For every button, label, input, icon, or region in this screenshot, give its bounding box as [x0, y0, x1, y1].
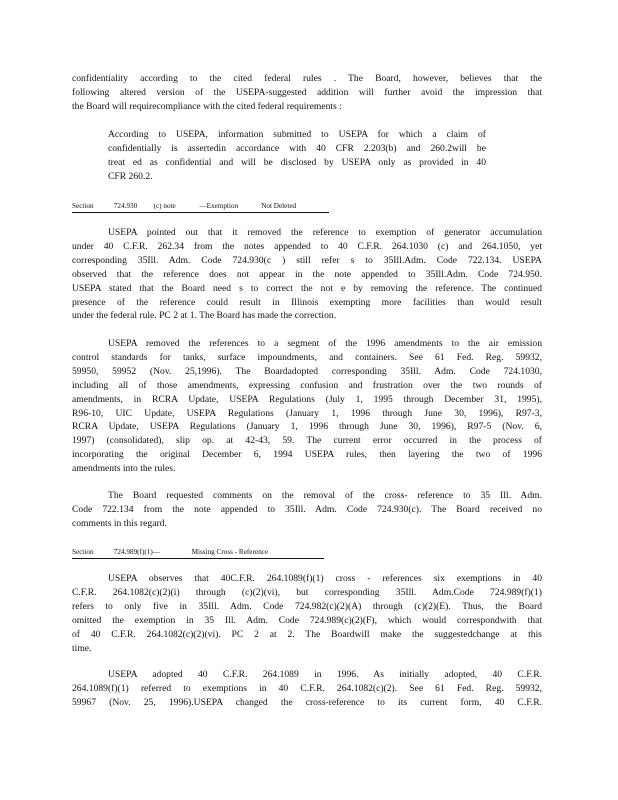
text-line: confidentiality according to the cited federal rules . The Board, however, believes that the	[72, 73, 542, 84]
text-line: Code 722.134 from the note appended to 35Ill. Adm. Code 724.930(c). The Board received no	[72, 503, 542, 515]
text-line: According to USEPA, information submitted to USEPA for which a claim of	[108, 129, 486, 140]
text-line: presence of the reference could result in Illinois exempting more facilities than would result	[72, 296, 542, 308]
section-heading	[72, 547, 324, 559]
text-line: including all of those amendments, expressing confusion and frustration over the two rounds of	[72, 379, 542, 391]
text-line: under the federal rule. PC 2 at 1. The Board has made the correction.	[72, 310, 337, 322]
section-heading	[72, 201, 329, 213]
text-line: observed that the reference does not appear in the note appended to 35Ill.Adm. Code 724.950.	[72, 268, 542, 280]
text-line: treat ed as confidential and will be disclosed by USEPA only as provided in 40	[108, 156, 486, 168]
text-line: comments in this regard.	[72, 517, 167, 529]
text-line: the Board will requirecompliance with the cited federal requirements :	[72, 100, 342, 112]
text-line: 1997) (consolidated), slip op. at 42-43, 59. The current error occurred in the process of	[72, 435, 542, 447]
text-line: under 40 C.F.R. 262.34 from the notes appended to 40 C.F.R. 264.1030 (c) and 264.1050, yet	[72, 240, 542, 252]
text-line: USEPA removed the references to a segment of the 1996 amendments to the air emission	[108, 338, 542, 349]
text-line: 264.1089(f)(1) referred to exemptions in 40 C.F.R. 264.1082(c)(2). See 61 Fed. Reg. 59932,	[72, 682, 542, 694]
intro-paragraph	[72, 72, 542, 114]
section-number: 724.989(f)(1)—	[113, 548, 160, 556]
section-sub: (c) note	[153, 202, 176, 210]
section-number: 724.930	[113, 202, 138, 210]
text-line: refers to only five in 35Ill. Adm. Code 724.982(c)(2)(A) through (c)(2)(E). Thus, the Board	[72, 600, 542, 612]
text-line: of 40 C.F.R. 264.1082(c)(2)(vi). PC 2 at 2. The Boardwill make the suggestedchange at this	[72, 628, 542, 640]
section-topic: —Exemption	[199, 202, 239, 210]
text-line: The Board requested comments on the removal of the cross- reference to 35 Ill. Adm.	[108, 490, 542, 501]
text-line: 59967 (Nov. 25, 1996).USEPA changed the cross-reference to its current form, 40 C.F.R.	[72, 696, 542, 708]
text-line: amendments, in RCRA Update, USEPA Regulations (July 1, 1995 through December 31, 1995),	[72, 393, 542, 405]
text-line: corresponding 35Ill. Adm. Code 724.930(c ) still refer s to 35Ill.Adm. Code 722.134. USEPA	[72, 254, 542, 266]
section-status: Not Deleted	[261, 202, 297, 210]
section-label: Section	[72, 548, 94, 556]
text-line: R96-10, UIC Update, USEPA Regulations (January 1, 1996 through June 30, 1996), R97-3,	[72, 407, 542, 419]
text-line: time.	[72, 642, 92, 654]
text-line: amendments into the rules.	[72, 463, 176, 475]
text-line: USEPA pointed out that it removed the reference to exemption of generator accumulation	[108, 227, 542, 238]
text-line: 59950, 59952 (Nov. 25,1996). The Boardadopted corresponding 35Ill. Adm. Code 724.1030,	[72, 365, 542, 377]
text-line: CFR 260.2.	[108, 170, 153, 182]
paragraph	[72, 337, 542, 476]
section-label: Section	[72, 202, 94, 210]
text-line: USEPA stated that the Board need s to correct the not e by removing the reference. The continued	[72, 282, 542, 294]
text-line: control standards for tanks, surface impoundments, and containers. See 61 Fed. Reg. 59932,	[72, 351, 542, 363]
paragraph	[72, 668, 542, 710]
paragraph	[72, 572, 542, 655]
paragraph	[72, 489, 542, 531]
text-line: omitted the exemption in 35 Ill. Adm. Code 724.989(c)(2)(F), which would correspondwith that	[72, 614, 542, 626]
text-line: confidentially is assertedin accordance with 40 CFR 2.203(b) and 260.2will be	[108, 142, 486, 154]
text-line: following altered version of the USEPA-suggested addition will further avoid the impression that	[72, 86, 542, 98]
text-line: USEPA adopted 40 C.F.R. 264.1089 in 1996. As initially adopted, 40 C.F.R.	[108, 669, 542, 680]
text-line: RCRA Update, USEPA Regulations (January 1, 1996 through June 30, 1996), R97-5 (Nov. 6,	[72, 421, 542, 433]
section-topic: Missing Cross - Reference	[191, 548, 269, 556]
text-line: C.F.R. 264.1082(c)(2)(i) through (c)(2)(vi), but corresponding 35Ill. Adm.Code 724.989(f)(1)	[72, 586, 542, 598]
block-quote	[108, 128, 486, 184]
text-line: USEPA observes that 40C.F.R. 264.1089(f)(1) cross - references six exemptions in 40	[108, 573, 542, 584]
paragraph	[72, 226, 542, 323]
text-line: incorporating the original December 6, 1994 USEPA rules, then layering the two of 1996	[72, 449, 542, 461]
